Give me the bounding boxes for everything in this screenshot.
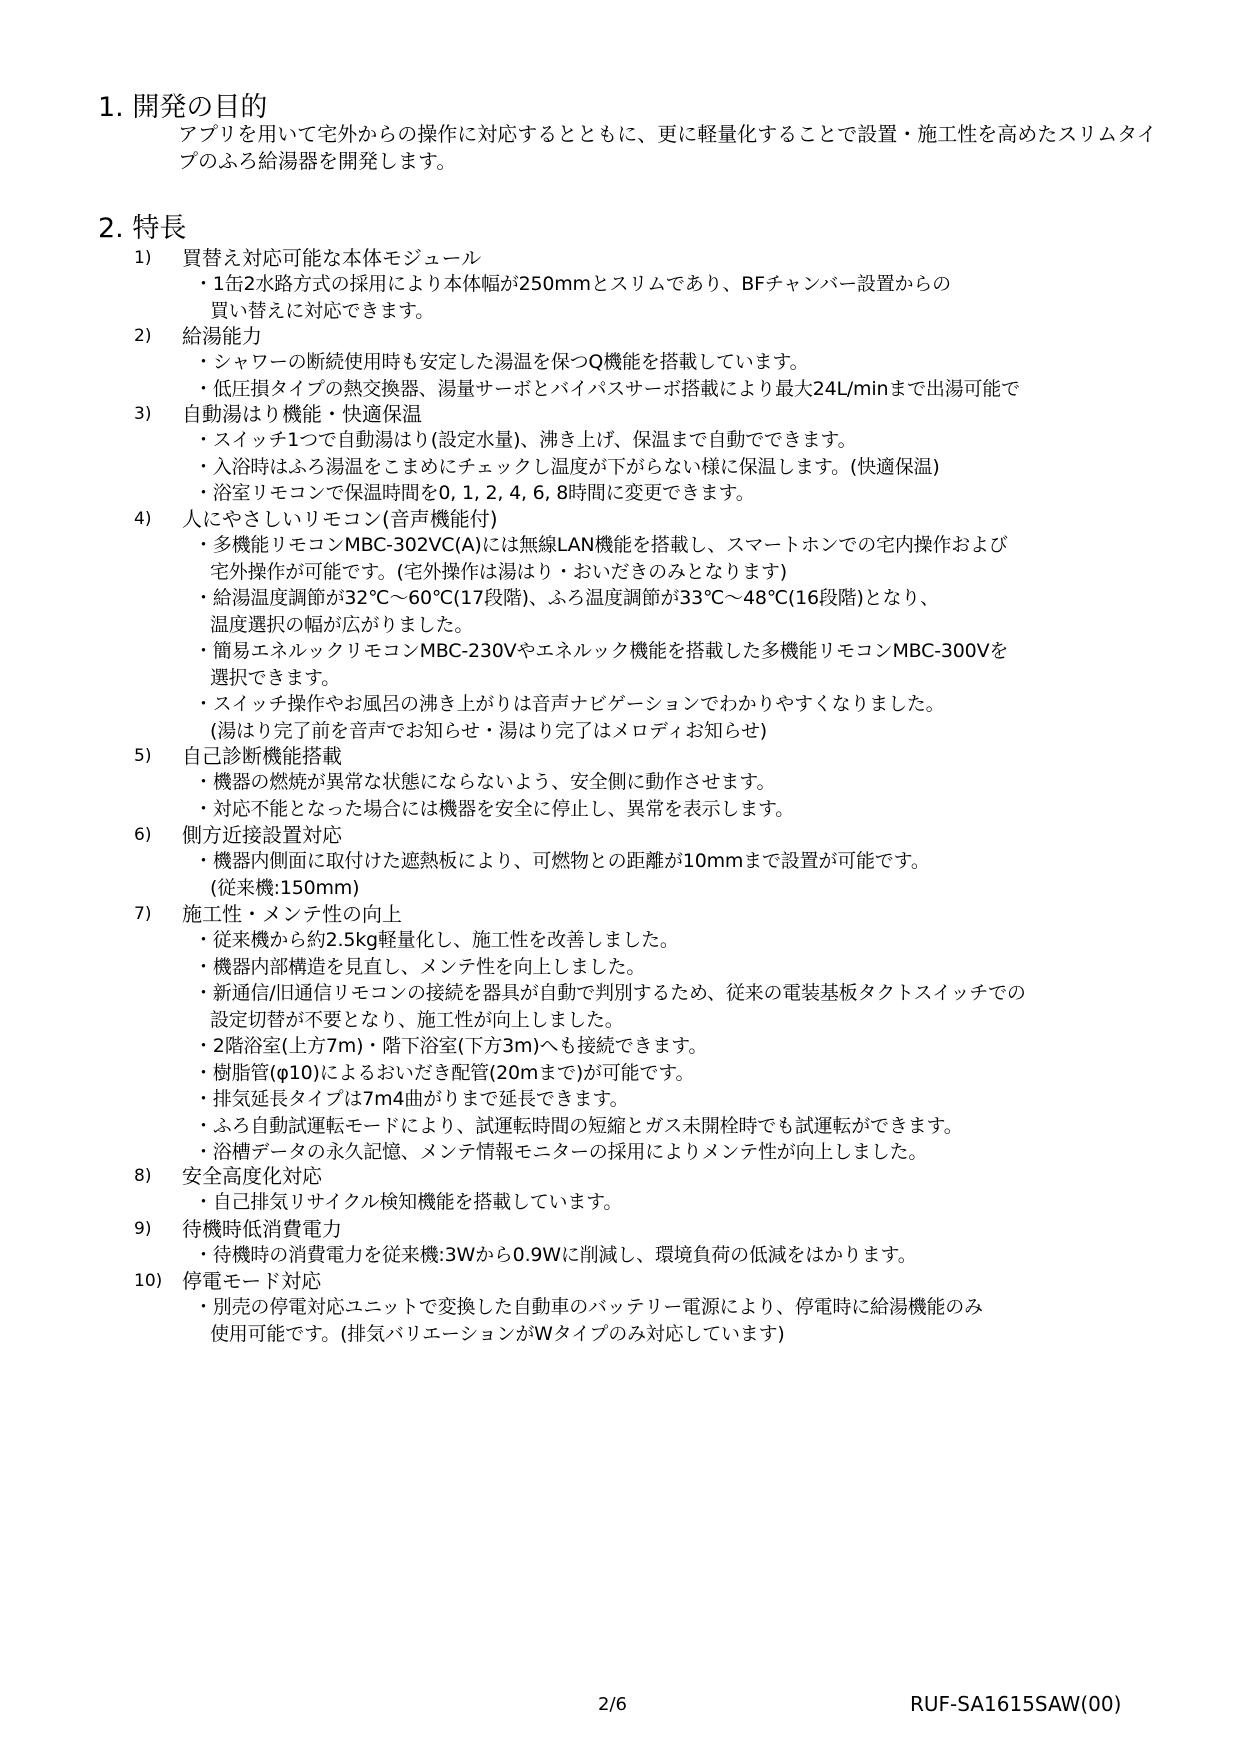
feature-line: (湯はり完了前を音声でお知らせ・湯はり完了はメロディお知らせ) <box>210 719 767 742</box>
feature-title: 買替え対応可能な本体モジュール <box>182 246 482 270</box>
feature-line: ・給湯温度調節が32℃～60℃(17段階)、ふろ温度調節が33℃～48℃(16段階)となり、 <box>194 587 939 609</box>
feature-title: 人にやさしいリモコン(音声機能付) <box>182 507 498 531</box>
feature-line: 設定切替が不要となり、施工性が向上しました。 <box>210 1008 624 1031</box>
feature-line: 使用可能です。(排気バリエーションがWタイプのみ対応しています) <box>210 1322 785 1345</box>
feature-item-7 <box>134 901 1154 1166</box>
feature-title: 安全高度化対応 <box>182 1164 322 1188</box>
feature-item-2 <box>134 323 1154 402</box>
feature-number: 6) <box>134 825 152 845</box>
feature-title: 自己診断機能搭載 <box>182 744 342 768</box>
feature-item-3 <box>134 401 1154 507</box>
feature-number: 5) <box>134 746 152 766</box>
feature-number: 8) <box>134 1166 152 1186</box>
feature-item-1 <box>134 245 1154 324</box>
feature-line: ・浴槽データの永久記憶、メンテ情報モニターの採用によりメンテ性が向上しました。 <box>194 1141 928 1163</box>
feature-line: ・シャワーの断続使用時も安定した湯温を保つQ機能を搭載しています。 <box>194 351 809 373</box>
feature-line: ・浴室リモコンで保温時間を0, 1, 2, 4, 6, 8時間に変更できます。 <box>194 482 755 504</box>
section-1-title: 1. 開発の目的 <box>98 92 268 123</box>
feature-line: ・低圧損タイプの熱交換器、湯量サーボとバイパスサーボ搭載により最大24L/minまで出湯可能で <box>194 377 1020 400</box>
feature-line: 選択できます。 <box>210 666 341 689</box>
feature-line: 温度選択の幅が広がりました。 <box>210 613 474 636</box>
feature-line: ・多機能リモコンMBC-302VC(A)には無線LAN機能を搭載し、スマートホンでの宅内操作および <box>194 534 1008 556</box>
feature-number: 4) <box>134 509 152 529</box>
feature-line: ・新通信/旧通信リモコンの接続を器具が自動で判別するため、従来の電装基板タクトスイッチでの <box>194 982 1026 1004</box>
feature-title: 自動湯はり機能・快適保温 <box>182 402 422 426</box>
feature-item-8 <box>134 1163 1154 1216</box>
section-1-body: アプリを用いて宅外からの操作に対応するとともに、更に軽量化することで設置・施工性を高めたスリムタイプのふろ給湯器を開発します。 <box>178 122 1157 173</box>
feature-item-9 <box>134 1216 1154 1269</box>
feature-line: ・待機時の消費電力を従来機:3Wから0.9Wに削減し、環境負荷の低減をはかります。 <box>194 1244 917 1266</box>
feature-line: ・機器内側面に取付けた遮熱板により、可燃物との距離が10mmまで設置が可能です。 <box>194 850 930 872</box>
feature-line: ・ふろ自動試運転モードにより、試運転時間の短縮とガス未開栓時でも試運転ができます。 <box>194 1114 963 1137</box>
feature-number: 1) <box>134 248 152 268</box>
feature-line: ・従来機から約2.5kg軽量化し、施工性を改善しました。 <box>194 929 679 951</box>
feature-title: 側方近接設置対応 <box>182 823 342 847</box>
feature-line: ・2階浴室(上方7m)・階下浴室(下方3m)へも接続できます。 <box>194 1035 708 1057</box>
document-code: RUF-SA1615SAW(00) <box>910 1692 1122 1716</box>
feature-number: 3) <box>134 404 152 424</box>
feature-item-10 <box>134 1268 1154 1347</box>
feature-line: ・スイッチ操作やお風呂の沸き上がりは音声ナビゲーションでわかりやすくなりました。 <box>194 693 945 715</box>
feature-line: ・排気延長タイプは7m4曲がりまで延長できます。 <box>194 1088 629 1110</box>
feature-title: 待機時低消費電力 <box>182 1217 342 1241</box>
feature-title: 施工性・メンテ性の向上 <box>182 902 402 926</box>
feature-number: 2) <box>134 326 152 346</box>
feature-line: ・自己排気リサイクル検知機能を搭載しています。 <box>194 1191 623 1213</box>
feature-line: ・入浴時はふろ湯温をこまめにチェックし温度が下がらない様に保温します。(快適保温) <box>194 455 940 478</box>
feature-line: ・樹脂管(φ10)によるおいだき配管(20mまで)が可能です。 <box>194 1061 695 1084</box>
feature-line: ・機器の燃焼が異常な状態にならないよう、安全側に動作させます。 <box>194 771 776 793</box>
feature-line: ・機器内部構造を見直し、メンテ性を向上しました。 <box>194 955 646 978</box>
feature-item-6 <box>134 822 1154 901</box>
feature-line: ・対応不能となった場合には機器を安全に停止し、異常を表示します。 <box>194 797 795 820</box>
feature-line: 買い替えに対応できます。 <box>210 299 435 322</box>
feature-number: 7) <box>134 904 152 924</box>
feature-line: ・スイッチ1つで自動湯はり(設定水量)、沸き上げ、保温まで自動でできます。 <box>194 429 857 451</box>
feature-item-5 <box>134 743 1154 822</box>
section-2-title: 2. 特長 <box>98 213 187 244</box>
feature-line: (従来機:150mm) <box>210 876 360 899</box>
feature-item-4 <box>134 506 1154 744</box>
feature-line: 宅外操作が可能です。(宅外操作は湯はり・おいだきのみとなります) <box>210 560 787 583</box>
page-number: 2/6 <box>598 1694 627 1715</box>
feature-title: 停電モード対応 <box>182 1269 322 1293</box>
feature-number: 10) <box>134 1271 163 1291</box>
feature-line: ・簡易エネルックリモコンMBC-230Vやエネルック機能を搭載した多機能リモコンMBC-300Vを <box>194 640 1009 662</box>
feature-title: 給湯能力 <box>182 324 262 348</box>
feature-number: 9) <box>134 1219 152 1239</box>
feature-line: ・1缶2水路方式の採用により本体幅が250mmとスリムであり、BFチャンバー設置からの <box>194 273 951 295</box>
feature-line: ・別売の停電対応ユニットで変換した自動車のバッテリー電源により、停電時に給湯機能のみ <box>194 1296 983 1318</box>
